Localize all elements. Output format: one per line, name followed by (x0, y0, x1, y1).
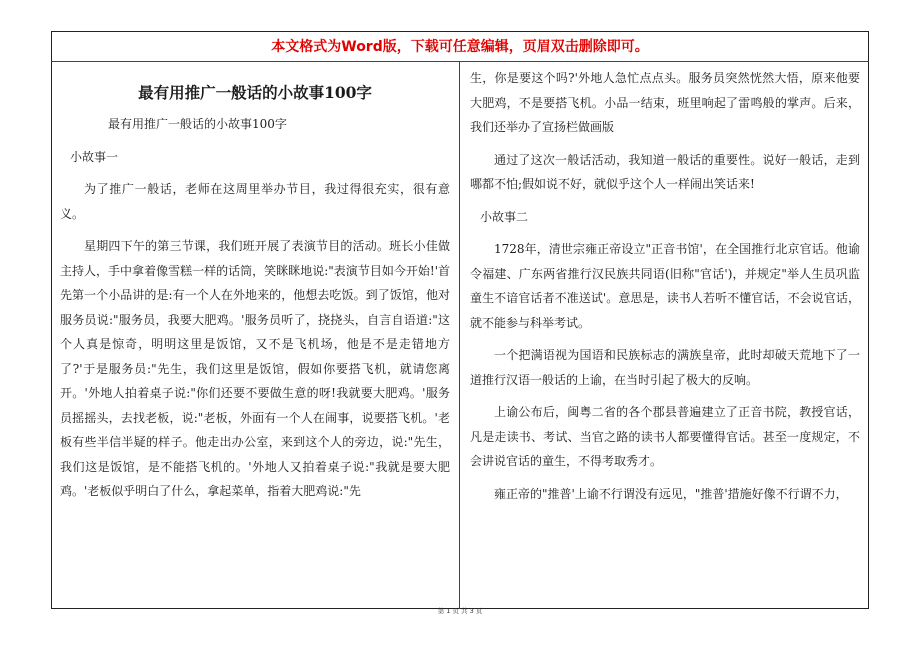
paragraph: 雍正帝的"推普'上谕不行谓没有远见，"推普'措施好像不行谓不力， (494, 486, 848, 501)
header-notice: 本文格式为Word版，下载可任意编辑，页眉双击删除即可。 (271, 39, 649, 55)
left-column (60, 66, 450, 512)
paragraph: 上谕公布后，闽粤二省的各个郡县普遍建立了正音书院，教授官话，凡是走读书、考试、当官之路的读书人都要懂得官话。甚至一度规定，不会讲说官话的童生，不得考取秀才。 (470, 405, 860, 468)
paragraph: 通过了这次一般话活动，我知道一般话的重要性。说好一般话，走到哪都不怕;假如说不好，就似乎这个人一样闹出笑话来! (470, 152, 860, 191)
page-footer: 第 1 页 共 3 页 (437, 607, 483, 615)
paragraph: 一个把满语视为国语和民族标志的满族皇帝，此时却破天荒地下了一道推行汉语一般话的上谕，在当时引起了极大的反响。 (470, 348, 860, 387)
section-heading-1: 小故事一 (70, 149, 119, 164)
paragraph: 1728年，清世宗雍正帝设立"正音书馆'，在全国推行北京官话。他谕令福建、广东两省推行汉民族共同语(旧称"官话')，并规定"举人生员巩监童生不谙官话者不准送试'。意思是，读书人若听不懂官话，不会说官话，就不能参与科举考试。 (470, 242, 860, 330)
paragraph: 生，你是要这个吗?'外地人急忙点点头。服务员突然恍然大悟，原来他要大肥鸡，不是要搭飞机。小品一结束，班里响起了雷鸣般的掌声。后来，我们还举办了宣扬栏做画版 (470, 71, 860, 134)
right-column (470, 66, 860, 514)
paragraph: 为了推广一般话，老师在这周里举办节目，我过得很充实，很有意义。 (60, 182, 450, 221)
header-rule (51, 61, 869, 62)
section-heading-2: 小故事二 (480, 209, 529, 224)
document-title: 最有用推广一般话的小故事100字 (138, 83, 372, 102)
column-divider (459, 61, 460, 609)
subtitle: 最有用推广一般话的小故事100字 (108, 117, 287, 131)
paragraph: 星期四下午的第三节课，我们班开展了表演节目的活动。班长小佳做主持人，手中拿着像雪糕一样的话筒，笑眯眯地说:"表演节目如今开始!'首先第一个小品讲的是:有一个人在外地来的，他想去吃饭。到了饭馆，他对服务员说:"服务员，我要大肥鸡。'服务员听了，挠挠头，自言自语道:"这个人真是惊奇，明明这里是饭馆，又不是飞机场，他是不是走错地方了?'于是服务员:"先生，我们这里是饭馆，假如你要搭飞机，就请您离开。'外地人拍着桌子说:"你们还要不要做生意的呀!我就要大肥鸡。'服务员摇摇头，去找老板，说:"老板，外面有一个人在闹事，说要搭飞机。'老板有些半信半疑的样子。他走出办公室，来到这个人的旁边，说:"先生，我们这是饭馆，是不能搭飞机的。'外地人又拍着桌子说:"我就是要大肥鸡。'老板似乎明白了什么，拿起菜单，指着大肥鸡说:"先 (60, 239, 450, 498)
